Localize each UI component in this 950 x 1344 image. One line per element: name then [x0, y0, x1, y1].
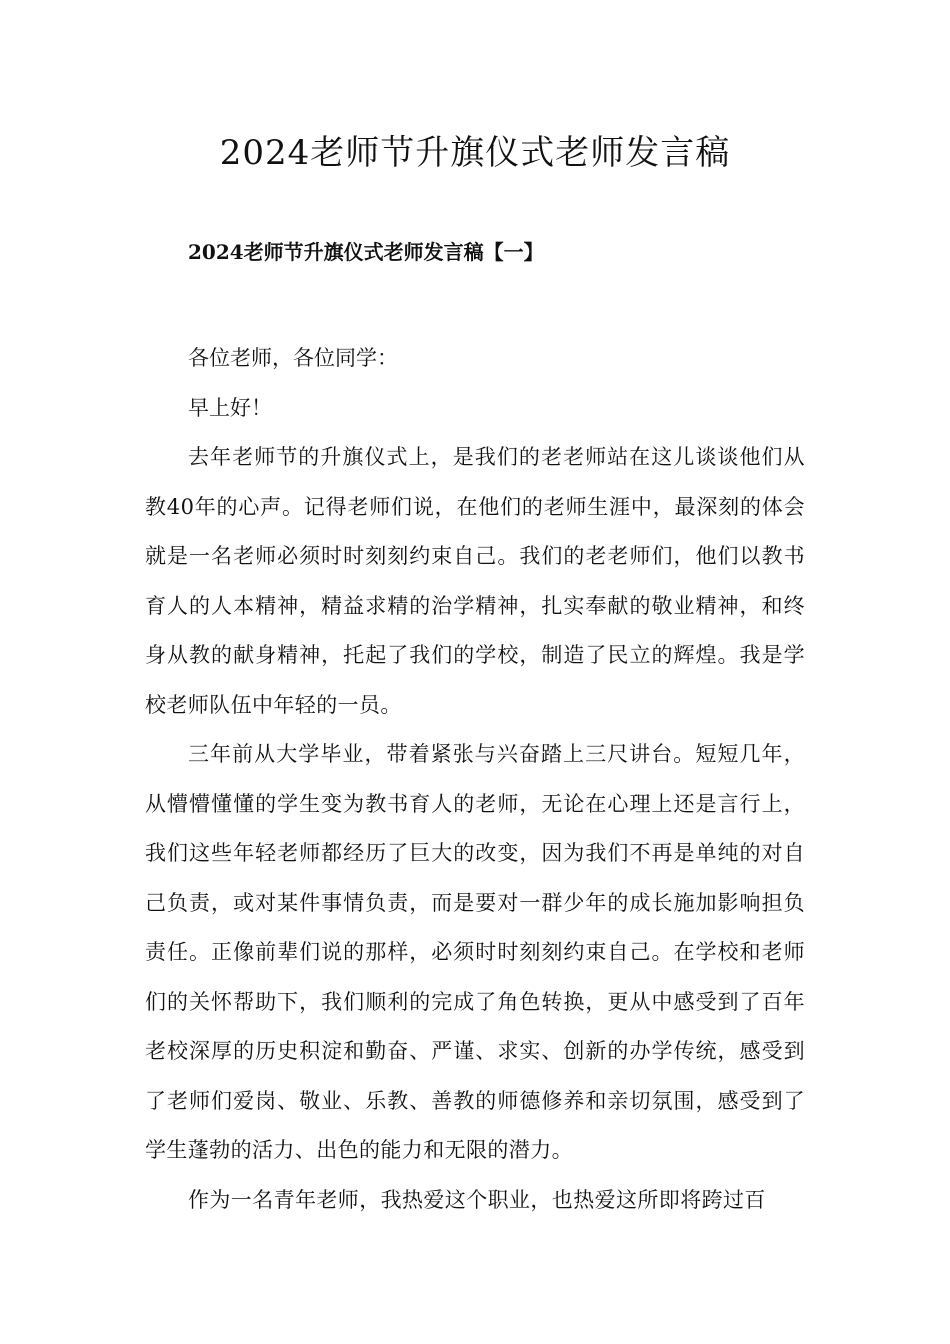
greeting: 早上好！: [188, 395, 272, 420]
paragraph: 作为一名青年老师，我热爱这个职业，也热爱这所即将跨过百: [188, 1187, 766, 1212]
document-body: [145, 334, 805, 1225]
salutation: 各位老师，各位同学：: [188, 346, 398, 370]
paragraph: 去年老师节的升旗仪式上，是我们的老老师站在这儿谈谈他们从教40年的心声。记得老师们说，在他们的老师生涯中，最深刻的体会就是一名老师必须时时刻刻约束自己。我们的老老师们，他们以教书育人的人本精神，精益求精的治学精神，扎实奉献的敬业精神，和终身从教的献身精神，托起了我们的学校，制造了民立的辉煌。我是学校老师队伍中年轻的一员。: [145, 445, 805, 717]
paragraph: 三年前从大学毕业，带着紧张与兴奋踏上三尺讲台。短短几年，从懵懵懂懂的学生变为教书育人的老师，无论在心理上还是言行上，我们这些年轻老师都经历了巨大的改变，因为我们不再是单纯的对自己负责，或对某件事情负责，而是要对一群少年的成长施加影响担负责任。正像前辈们说的那样，必须时时刻刻约束自己。在学校和老师们的关怀帮助下，我们顺利的完成了角色转换，更从中感受到了百年老校深厚的历史积淀和勤奋、严谨、求实、创新的办学传统，感受到了老师们爱岗、敬业、乐教、善教的师德修养和亲切氛围，感受到了学生蓬勃的活力、出色的能力和无限的潜力。: [145, 742, 805, 1162]
document-title: 2024老师节升旗仪式老师发言稿: [219, 133, 731, 173]
section-heading: 2024老师节升旗仪式老师发言稿【一】: [188, 240, 544, 264]
